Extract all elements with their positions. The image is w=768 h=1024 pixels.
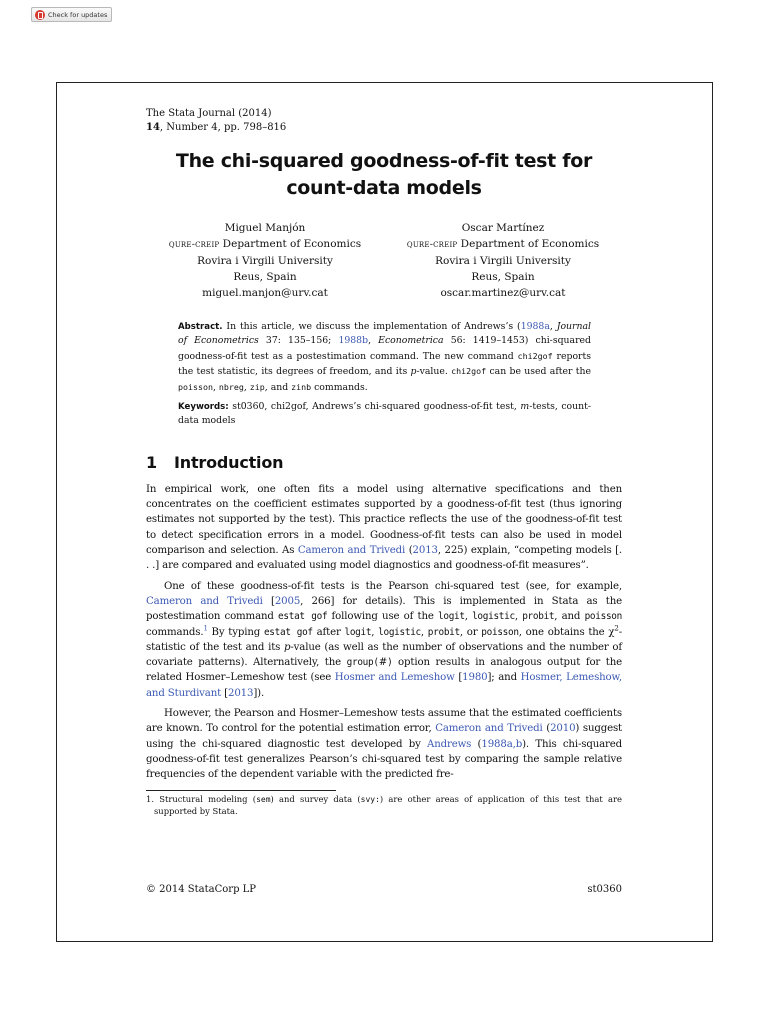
author-block [146,220,622,301]
author-name: Oscar Martínez [461,222,545,234]
citation-link[interactable]: 1988b [338,335,369,347]
journal-line: The Stata Journal (2014) [146,108,272,119]
author-email[interactable]: oscar.martinez@urv.cat [440,287,566,299]
keywords-text: Keywords: st0360, chi2gof, Andrews’s chi-squared goodness-of-fit test, m-tests, count-data models [178,401,591,427]
author-1 [169,220,361,301]
abstract-label: Abstract. [178,322,223,332]
volume-number: 14 [146,122,160,133]
citation-link[interactable]: 1988a,b [481,738,523,750]
journal-info [146,107,622,135]
citation-link[interactable]: 2010 [550,723,576,735]
citation-link[interactable]: Hosmer, Lemeshow, and Sturdivant [146,672,622,699]
body-text [146,482,622,783]
citation-link[interactable]: Andrews [427,738,472,750]
section-heading: 1 Introduction [146,452,284,472]
citation-link[interactable]: 2013 [227,687,254,699]
keywords-label: Keywords: [178,402,229,413]
article-title: The chi-squared goodness-of-fit test for count-data models [175,150,593,199]
author-location: Reus, Spain [471,271,535,283]
footnote-divider [146,790,336,791]
citation-link[interactable]: 2013 [412,545,438,557]
citation-link[interactable]: Cameron and Trivedi [297,545,406,557]
paragraph: However, the Pearson and Hosmer–Lemeshow tests assume that the estimated coefficients are known. To control for the potential estimation error, Cameron and Trivedi (2010) suggest using the chi-squared diagnostic test developed by Andrews (1988a,b). This chi-squared goodness-of-fit test generalizes Pearson’s chi-squared test by comparing the sample relative frequencies of the dependent variable with the predicted fre- [146,708,622,781]
check-for-updates-label: Check for updates [48,10,108,19]
citation-link[interactable]: 1980 [462,672,488,684]
volume-line: 14, Number 4, pp. 798–816 [146,122,287,133]
abstract-block [178,320,591,429]
article-code: st0360 [587,884,622,895]
citation-link[interactable]: 1988a [520,321,550,332]
paragraph: In empirical work, one often fits a model using alternative specifications and then concentrates on the coefficient estimates supported by a goodness-of-fit test (thus ignoring estimates not supported by the test). This practice reflects the use of the goodness-of-fit test to detect specification errors in a model. Goodness-of-fit tests can also be used in model comparison and selection. As Cameron and Trivedi (2013, 225) explain, “competing models [. . .] are compared and evaluated using model diagnostics and goodness-of-fit measures”. [146,483,622,572]
page-footer [146,884,622,895]
author-location: Reus, Spain [233,271,297,283]
article-page [146,107,622,817]
crossmark-icon [35,10,45,20]
author-2 [407,220,599,301]
citation-link[interactable]: Cameron and Trivedi [146,595,263,607]
author-name: Miguel Manjón [224,222,306,234]
footnote-marker[interactable]: 1 [203,624,208,633]
citation-link[interactable]: Cameron and Trivedi [435,723,543,735]
citation-link[interactable]: 2005 [274,595,301,607]
author-university: Rovira i Virgili University [435,255,571,267]
citation-link[interactable]: Hosmer and Lemeshow [334,672,455,684]
author-affiliation: qure-creip Department of Economics [406,238,600,250]
author-affiliation: qure-creip Department of Economics [168,238,362,250]
copyright: © 2014 StataCorp LP [146,884,257,895]
paragraph: One of these goodness-of-fit tests is the Pearson chi-squared test (see, for example, Cameron and Trivedi [2005, 266] for details). This is implemented in Stata as the postestimation command estat gof following use of the logit, logistic, probit, and poisson commands.$^1$ By typing estat gof after logit, logistic, probit, or poisson, one obtains the $\chi^2$-statistic of the test and its p-value (as well as the number of observations and the number of covariate patterns). Alternatively, the group(#) option results in analogous output for the related Hosmer–Lemeshow test (see Hosmer and Lemeshow [1980]; and Hosmer, Lemeshow, and Sturdivant [2013]). [146,580,623,699]
author-email[interactable]: miguel.manjon@urv.cat [202,287,328,299]
abstract-text: Abstract. In this article, we discuss the implementation of Andrews’s (1988a, Journal of Econometrics 37: 135–156; 1988b, Econometrica 56: 1419–1453) chi-squared goodness-of-fit test as a postestimation command. The new command chi2gof reports the test statistic, its degrees of freedom, and its p-value. chi2gof can be used after the poisson, nbreg, zip, and zinb commands. [178,321,592,393]
footnote: 1. Structural modeling (sem) and survey data (svy:) are other areas of application of this test that are supported by Stata. [146,794,622,816]
author-university: Rovira i Virgili University [197,255,333,267]
check-for-updates-button[interactable] [31,7,112,22]
